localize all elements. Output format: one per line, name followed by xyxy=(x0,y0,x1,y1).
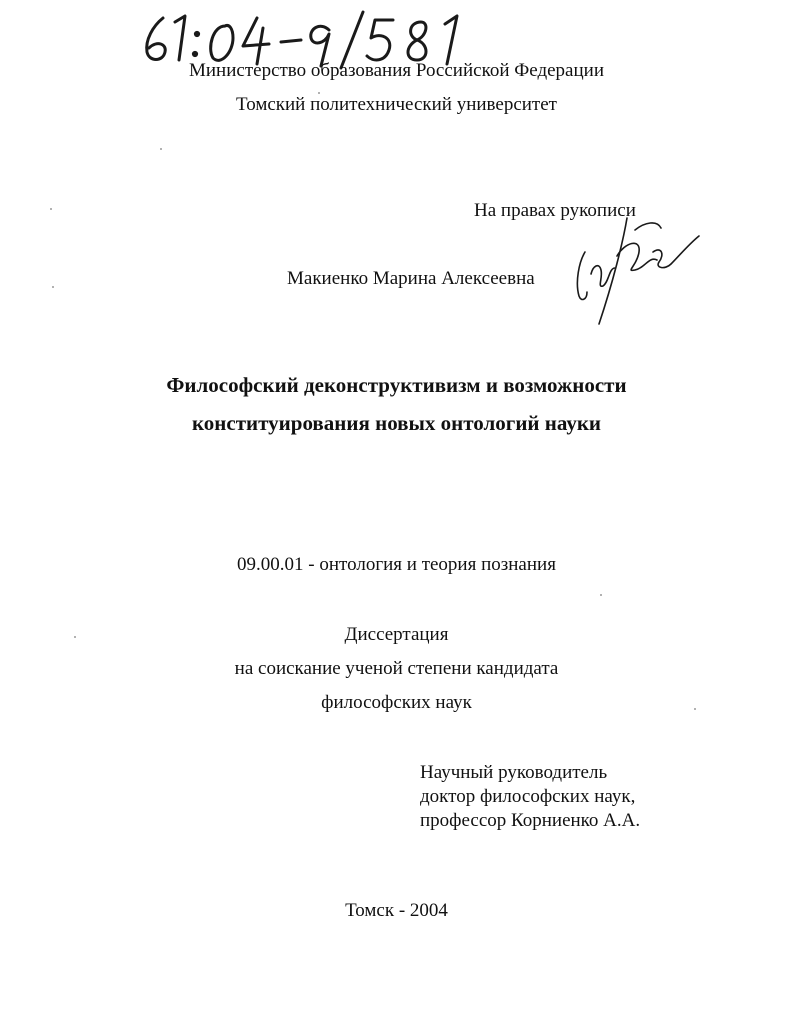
scan-speck xyxy=(74,636,76,638)
supervisor-name: профессор Корниенко А.А. xyxy=(420,810,641,831)
degree-field: философских наук xyxy=(321,692,472,713)
author-name: Макиенко Марина Алексеевна xyxy=(287,268,535,289)
scan-speck xyxy=(160,148,162,150)
degree-line: на соискание ученой степени кандидата xyxy=(234,658,559,679)
thesis-title-line-1: Философский деконструктивизм и возможности xyxy=(166,373,627,397)
specialty-code: 09.00.01 - онтология и теория познания xyxy=(237,554,556,575)
ministry-name: Министерство образования Российской Федерации xyxy=(189,60,604,81)
supervisor-degree: доктор философских наук, xyxy=(420,786,636,807)
supervisor-label: Научный руководитель xyxy=(420,762,608,783)
thesis-title-line-2: конституирования новых онтологий науки xyxy=(191,411,602,435)
scan-speck xyxy=(318,92,320,94)
city-year: Томск - 2004 xyxy=(345,900,448,921)
manuscript-rights-note: На правах рукописи xyxy=(474,200,636,221)
author-signature xyxy=(565,212,705,330)
dissertation-label: Диссертация xyxy=(344,624,449,645)
university-name: Томский политехнический университет xyxy=(236,94,557,115)
scan-speck xyxy=(52,286,54,288)
scan-speck xyxy=(600,594,602,596)
scan-speck xyxy=(50,208,52,210)
scan-speck xyxy=(694,708,696,710)
